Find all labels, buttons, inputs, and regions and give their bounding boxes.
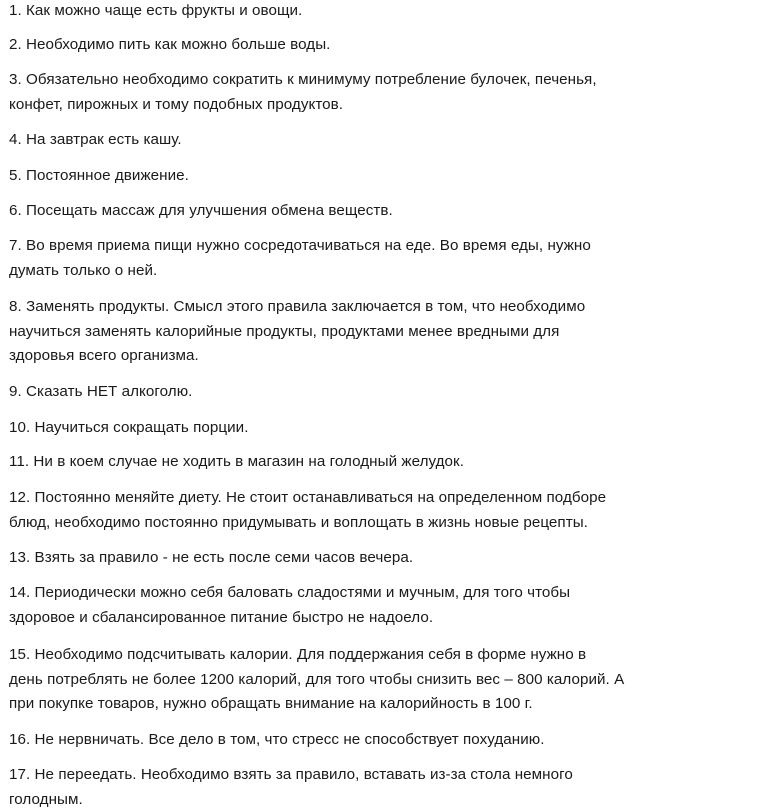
rule-item-6 [9,199,709,224]
rule-item-4 [9,128,709,153]
rule-text-line: конфет, пирожных и тому подобных продуктов. [9,93,709,118]
rule-text-line: 8. Заменять продукты. Смысл этого правила заключается в том, что необходимо [9,295,709,320]
rule-item-13 [9,546,709,571]
rule-text-line: здоровое и сбалансированное питание быстро не надоело. [9,606,709,631]
rule-text-line: блюд, необходимо постоянно придумывать и воплощать в жизнь новые рецепты. [9,511,709,536]
rule-text-line: здоровья всего организма. [9,344,709,369]
rule-text-line: 17. Не переедать. Необходимо взять за правило, вставать из-за стола немного [9,763,709,788]
rule-text-line: при покупке товаров, нужно обращать внимание на калорийность в 100 г. [9,692,709,717]
rule-text-line: 9. Сказать НЕТ алкоголю. [9,380,709,405]
rule-text-line: 16. Не нервничать. Все дело в том, что стресс не способствует похуданию. [9,728,709,753]
rule-item-11 [9,450,709,475]
rule-item-16 [9,728,709,753]
rule-text-line: думать только о ней. [9,259,709,284]
rule-text-line: 2. Необходимо пить как можно больше воды. [9,33,709,58]
rule-item-9 [9,380,709,405]
rule-text-line: 12. Постоянно меняйте диету. Не стоит останавливаться на определенном подборе [9,486,709,511]
rule-text-line: 4. На завтрак есть кашу. [9,128,709,153]
rule-text-line: 15. Необходимо подсчитывать калории. Для поддержания себя в форме нужно в [9,643,709,668]
rule-text-line: 1. Как можно чаще есть фрукты и овощи. [9,0,709,24]
rule-text-line: 10. Научиться сокращать порции. [9,416,709,441]
rule-text-line: научиться заменять калорийные продукты, продуктами менее вредными для [9,320,709,345]
rule-item-5 [9,164,709,189]
rule-text-line: 14. Периодически можно себя баловать сладостями и мучным, для того чтобы [9,581,709,606]
rule-item-1 [9,0,709,24]
rule-item-15 [9,643,709,717]
rule-text-line: 7. Во время приема пищи нужно сосредотачиваться на еде. Во время еды, нужно [9,234,709,259]
rule-item-2 [9,33,709,58]
rule-item-14 [9,581,709,630]
rule-text-line: 6. Посещать массаж для улучшения обмена веществ. [9,199,709,224]
rule-text-line: 13. Взять за правило - не есть после семи часов вечера. [9,546,709,571]
rule-item-7 [9,234,709,283]
rule-item-8 [9,295,709,369]
rule-item-3 [9,68,709,117]
rule-item-10 [9,416,709,441]
rule-item-17 [9,763,709,812]
rule-text-line: день потреблять не более 1200 калорий, для того чтобы снизить вес – 800 калорий. А [9,668,709,693]
rule-text-line: голодным. [9,788,709,812]
rule-text-line: 3. Обязательно необходимо сократить к минимуму потребление булочек, печенья, [9,68,709,93]
rule-text-line: 11. Ни в коем случае не ходить в магазин на голодный желудок. [9,450,709,475]
rule-item-12 [9,486,709,535]
rule-text-line: 5. Постоянное движение. [9,164,709,189]
